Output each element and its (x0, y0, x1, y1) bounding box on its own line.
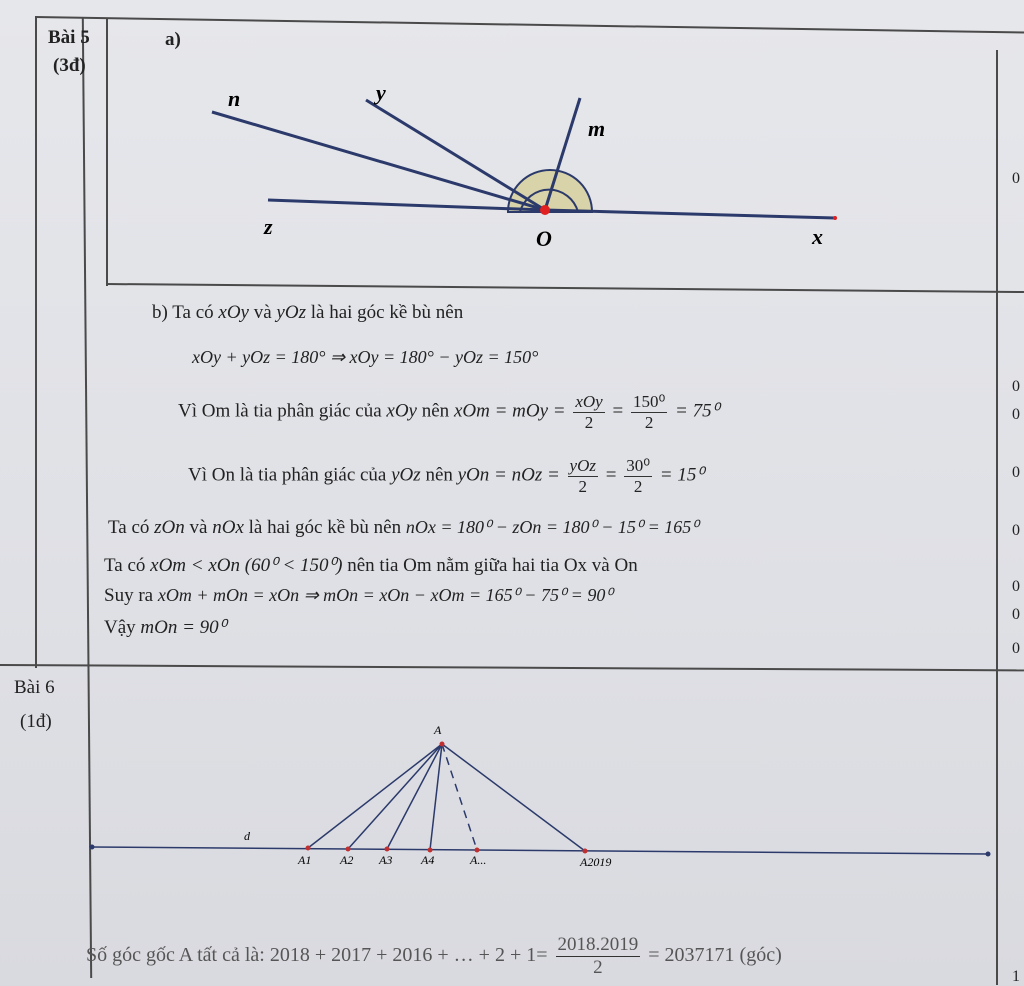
b-line5: Ta có zOn và nOx là hai góc kề bù nên nOx = 180⁰ − zOn = 180⁰ − 15⁰ = 165⁰ (108, 517, 699, 538)
part-a-label: a) (165, 29, 181, 50)
label-n: n (228, 86, 241, 111)
label-a2: A2 (340, 853, 354, 867)
score-b7: 0 (1012, 640, 1020, 657)
segment-a-adots (442, 744, 477, 850)
score-b5: 0 (1012, 578, 1020, 595)
fraction: $\frac{\text{30⁰}}{2}$ (626, 456, 651, 496)
point-a (440, 742, 445, 747)
b-line8: Vậy mOn = 90⁰ (104, 617, 227, 638)
score-b6: 0 (1012, 606, 1020, 623)
score-a: 0 (1012, 170, 1020, 187)
fraction: $\frac{\text{yOz}}{2}$ (569, 456, 596, 496)
label-z: z (264, 214, 273, 239)
label-m: m (588, 116, 606, 141)
point-o (540, 205, 550, 215)
b-line7: Suy ra xOm + mOn = xOn ⇒ mOn = xOn − xOm = 165⁰ − 75⁰ = 90⁰ (104, 585, 613, 606)
fraction: $\frac{\text{xOy}}{2}$ (575, 392, 603, 432)
label-d: d (244, 829, 250, 843)
label-a1: A1 (298, 853, 312, 867)
label-a4: A4 (421, 853, 435, 867)
segment-a-a4 (430, 744, 442, 850)
score-b3: 0 (1012, 464, 1020, 481)
label-o: O (536, 226, 552, 251)
line-d (92, 847, 988, 854)
score-b2: 0 (1012, 406, 1020, 423)
table-top-border (35, 16, 1024, 34)
fraction: $\frac{\text{150⁰}}{2}$ (632, 392, 666, 432)
bai6-figure (0, 712, 1024, 902)
label-a3: A3 (379, 853, 393, 867)
score-b4: 0 (1012, 522, 1020, 539)
ray-on (212, 112, 545, 210)
bai6-final-line: Số góc gốc A tất cả là: 2018 + 2017 + 2016 + … + 2 + 1= $\frac{2018.2019}{2}$ = 2037171 (góc) (86, 934, 782, 978)
bai6-points: (1đ) (20, 711, 52, 732)
label-x: x (812, 224, 823, 249)
score-b1: 0 (1012, 378, 1020, 395)
b-line4: Vì On là tia phân giác của yOz nên yOn = nOz = $\frac{\text{yOz}}{2}$ = $\frac{\text{30⁰}}{2}$ = 15⁰ (188, 456, 704, 496)
label-a2019: A2019 (580, 855, 612, 869)
segment-a-a1 (308, 744, 442, 848)
b-equation1: xOy + yOz = 180° ⇒ xOy = 180° − yOz = 150° (192, 347, 539, 367)
label-adots: A... (470, 853, 487, 867)
row-divider-bai6 (0, 664, 1024, 671)
ray-oz (268, 200, 545, 210)
fraction: $\frac{2018.2019}{2}$ (557, 934, 639, 978)
segment-a-a2019 (442, 744, 585, 851)
b-line6: Ta có xOm < xOn (60⁰ < 150⁰) nên tia Om nằm giữa hai tia Ox và On (104, 555, 638, 576)
angle-figure (0, 60, 1024, 323)
ray-ox (545, 210, 835, 218)
score-bai6: 1 (1012, 968, 1020, 985)
label-y: y (376, 80, 386, 105)
bai5-label: Bài 5 (48, 27, 90, 48)
b-line1: b) Ta có xOy và yOz là hai góc kề bù nên (152, 302, 464, 323)
b-line3: Vì Om là tia phân giác của xOy nên xOm = mOy = $\frac{\text{xOy}}{2}$ = $\frac{\text{150⁰}}{2}$ = 75⁰ (178, 392, 720, 432)
label-a: A (434, 723, 442, 737)
bai6-label: Bài 6 (14, 677, 55, 698)
bai5-points: (3đ) (53, 55, 86, 76)
point-x-end (833, 216, 837, 220)
ray-oy (366, 100, 545, 210)
